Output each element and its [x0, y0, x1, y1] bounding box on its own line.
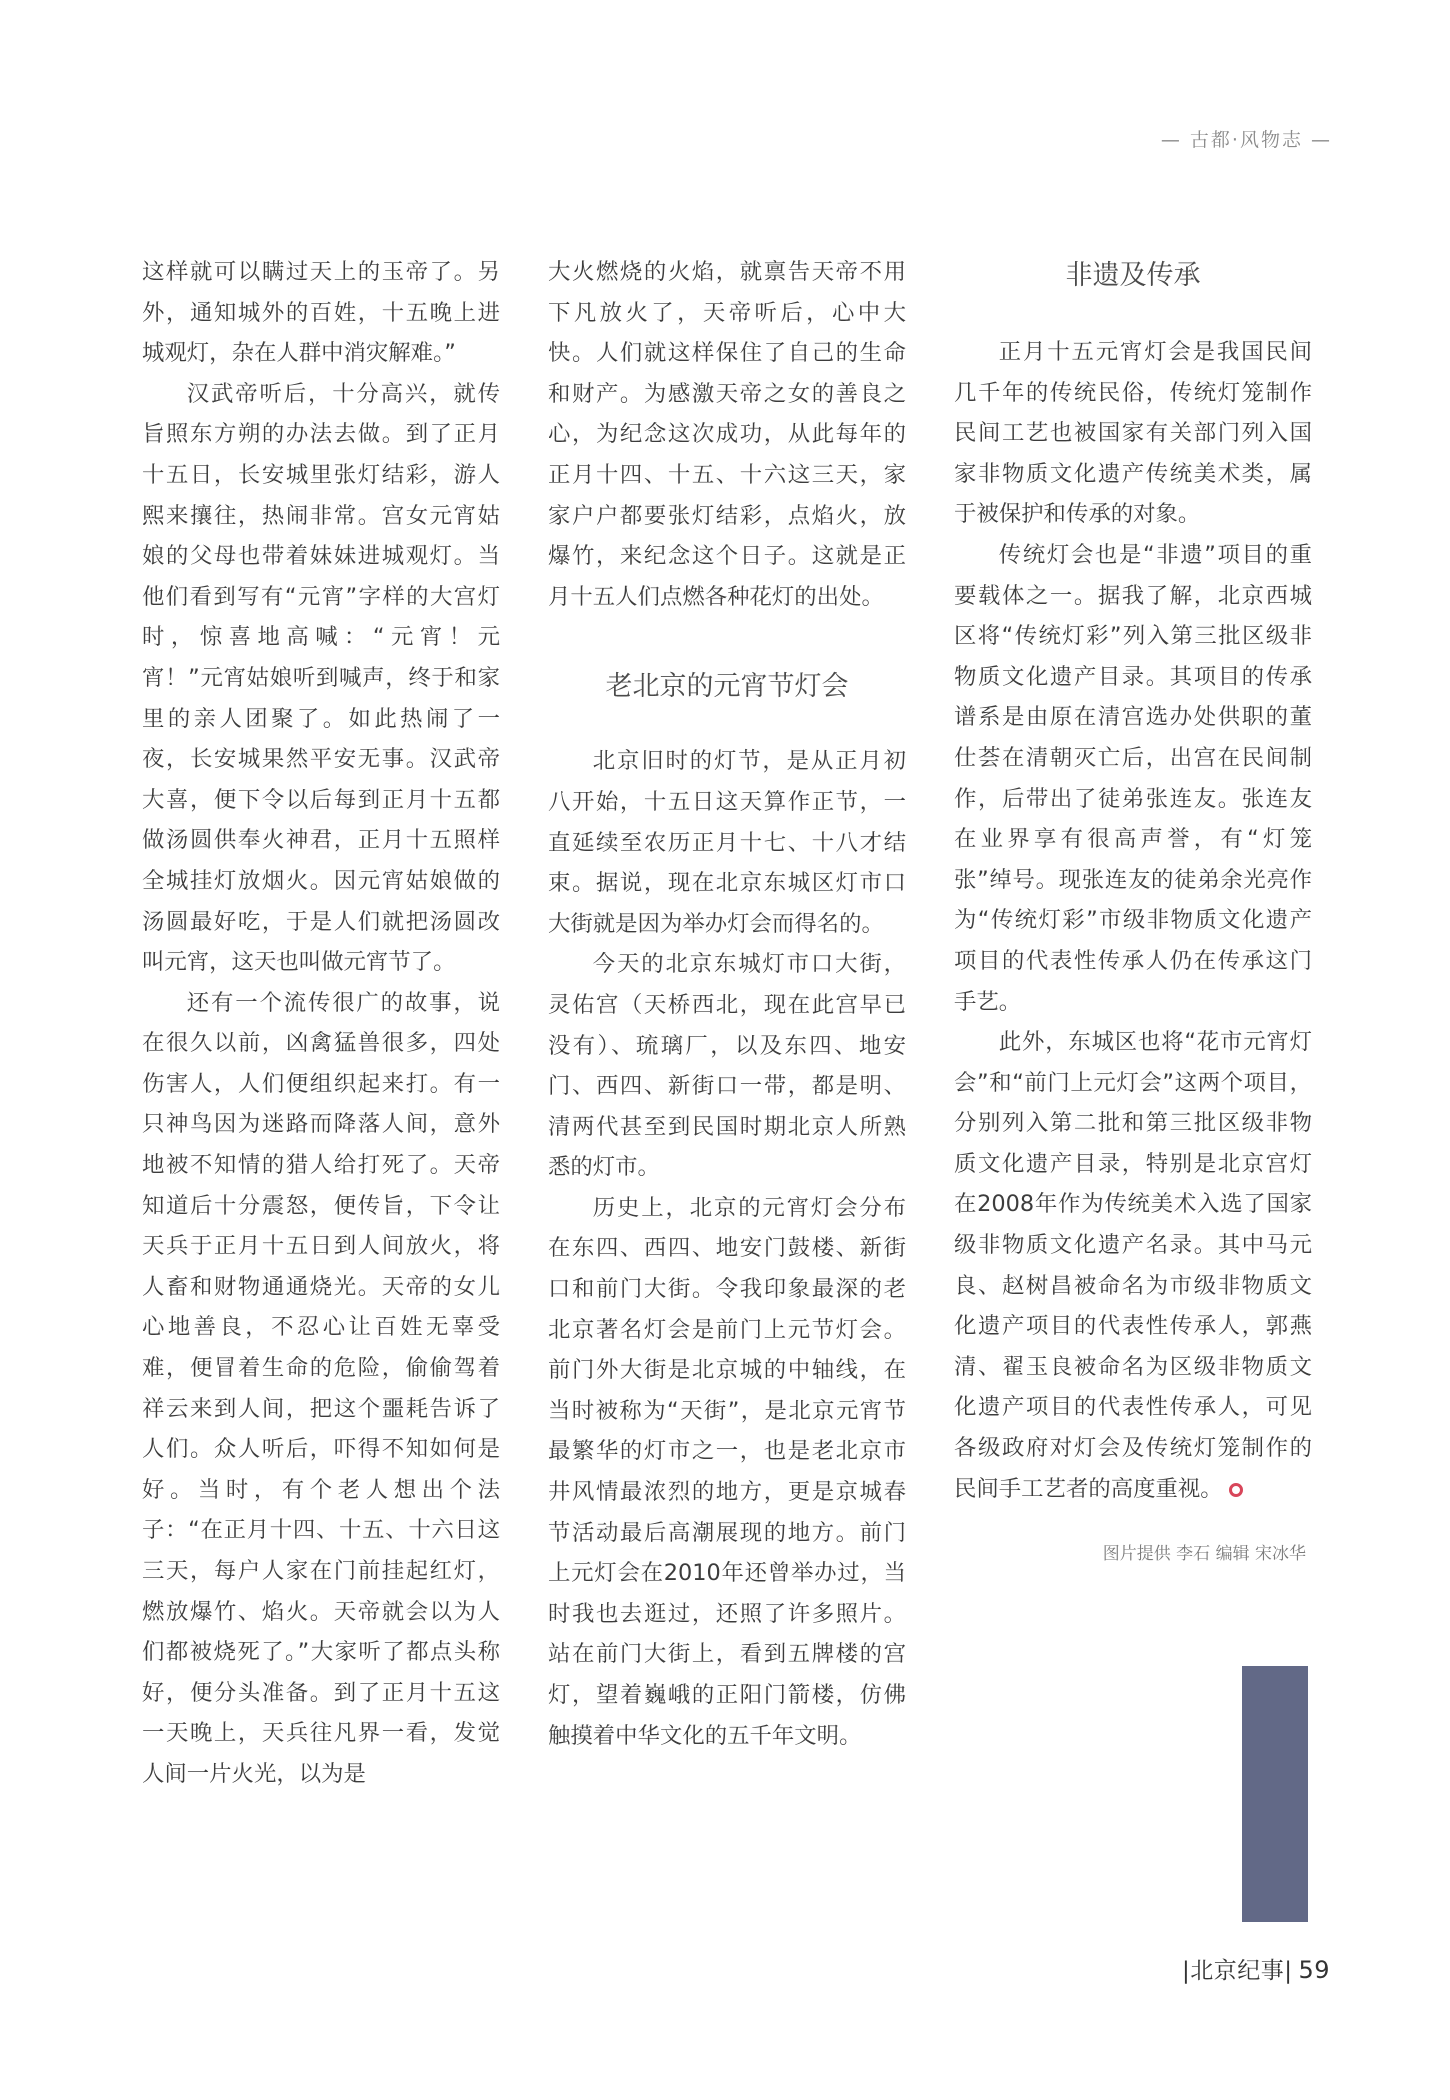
- magazine-name: |北京纪事|: [1181, 1958, 1293, 1984]
- paragraph: 传统灯会也是“非遗”项目的重要载体之一。据我了解，北京西城区将“传统灯彩”列入第三批区级非物质文化遗产目录。其项目的传承谱系是由原在清宫选办处供职的董仕荟在清朝灭亡后，出宫在民间制作，后带出了徒弟张连友。张连友在业界享有很高声誉，有“灯笼张”绰号。现张连友的徒弟余光亮作为“传统灯彩”市级非物质文化遗产项目的代表性传承人仍在传承这门手艺。: [954, 541, 1312, 1015]
- paragraph: 汉武帝听后，十分高兴，就传旨照东方朔的办法去做。到了正月十五日，长安城里张灯结彩，游人熙来攘往，热闹非常。宫女元宵姑娘的父母也带着妹妹进城观灯。当他们看到写有“元宵”字样的大宫灯时，惊喜地高喊：“元宵！元宵！”元宵姑娘听到喊声，终于和家里的亲人团聚了。如此热闹了一夜，长安城果然平安无事。汉武帝大喜，便下令以后每到正月十五都做汤圆供奉火神君，正月十五照样全城挂灯放烟火。因元宵姑娘做的汤圆最好吃，于是人们就把汤圆改叫元宵，这天也叫做元宵节了。: [142, 380, 500, 976]
- article-column-1: [142, 252, 500, 1795]
- paragraph-last: [954, 1022, 1312, 1509]
- paragraph: 历史上，北京的元宵灯会分布在东四、西四、地安门鼓楼、新街口和前门大街。令我印象最深的老北京著名灯会是前门上元节灯会。前门外大街是北京城的中轴线，在当时被称为“天街”，是北京元宵节最繁华的灯市之一，也是老北京市井风情最浓烈的地方，更是京城春节活动最后高潮展现的地方。前门上元灯会在2010年还曾举办过，当时我也去逛过，还照了许多照片。站在前门大街上，看到五牌楼的宫灯，望着巍峨的正阳门箭楼，仿佛触摸着中华文化的五千年文明。: [548, 1194, 906, 1749]
- paragraph: 北京旧时的灯节，是从正月初八开始，十五日这天算作正节，一直延续至农历正月十七、十八才结束。据说，现在北京东城区灯市口大街就是因为举办灯会而得名的。: [548, 748, 906, 937]
- paragraph-text: 此外，东城区也将“花市元宵灯会”和“前门上元灯会”这两个项目，分别列入第二批和第三批区级非物质文化遗产目录，特别是北京宫灯在2008年作为传统美术入选了国家级非物质文化遗产名录。其中马元良、赵树昌被命名为市级非物质文化遗产项目的代表性传承人，郭燕清、翟玉良被命名为区级非物质文化遗产项目的代表性传承人，可见各级政府对灯会及传统灯笼制作的民间手工艺者的高度重视。: [954, 1029, 1312, 1502]
- section-heading: 非遗及传承: [1065, 260, 1201, 291]
- paragraph: 还有一个流传很广的故事，说在很久以前，凶禽猛兽很多，四处伤害人，人们便组织起来打。有一只神鸟因为迷路而降落人间，意外地被不知情的猎人给打死了。天帝知道后十分震怒，便传旨，下令让天兵于正月十五日到人间放火，将人畜和财物通通烧光。天帝的女儿心地善良，不忍心让百姓无辜受难，便冒着生命的危险，偷偷驾着祥云来到人间，把这个噩耗告诉了人们。众人听后，吓得不知如何是好。当时，有个老人想出个法子：“在正月十四、十五、十六日这三天，每户人家在门前挂起红灯，燃放爆竹、焰火。天帝就会以为人们都被烧死了。”大家听了都点头称好，便分头准备。到了正月十五这一天晚上，天兵往凡界一看，发觉人间一片火光，以为是: [142, 989, 500, 1787]
- paragraph: 正月十五元宵灯会是我国民间几千年的传统民俗，传统灯笼制作民间工艺也被国家有关部门列入国家非物质文化遗产传统美术类，属于被保护和传承的对象。: [954, 339, 1312, 528]
- paragraph: 今天的北京东城灯市口大街，灵佑宫（天桥西北，现在此宫早已没有）、琉璃厂，以及东四、地安门、西四、新街口一带，都是明、清两代甚至到民国时期北京人所熟悉的灯市。: [548, 951, 906, 1181]
- page-footer: [1182, 1952, 1330, 1985]
- paragraph: 大火燃烧的火焰，就禀告天帝不用下凡放火了，天帝听后，心中大快。人们就这样保住了自己的生命和财产。为感激天帝之女的善良之心，为纪念这次成功，从此每年的正月十四、十五、十六这三天，家家户户都要张灯结彩，点焰火，放爆竹，来纪念这个日子。这就是正月十五人们点燃各种花灯的出处。: [548, 259, 906, 610]
- end-mark-icon: [1229, 1483, 1243, 1497]
- section-heading: 老北京的元宵节灯会: [605, 671, 849, 703]
- page-number: 59: [1298, 1956, 1330, 1984]
- section-header: — 古都·风物志 —: [1160, 129, 1332, 151]
- article-column-2: [548, 252, 906, 1756]
- article-column-3: [954, 252, 1312, 1569]
- paragraph: 这样就可以瞒过天上的玉帝了。另外，通知城外的百姓，十五晚上进城观灯，杂在人群中消灾解难。”: [142, 259, 500, 367]
- decorative-bar: [1242, 1666, 1308, 1922]
- photo-editor-credit: 图片提供 李石 编辑 宋冰华: [1102, 1544, 1306, 1565]
